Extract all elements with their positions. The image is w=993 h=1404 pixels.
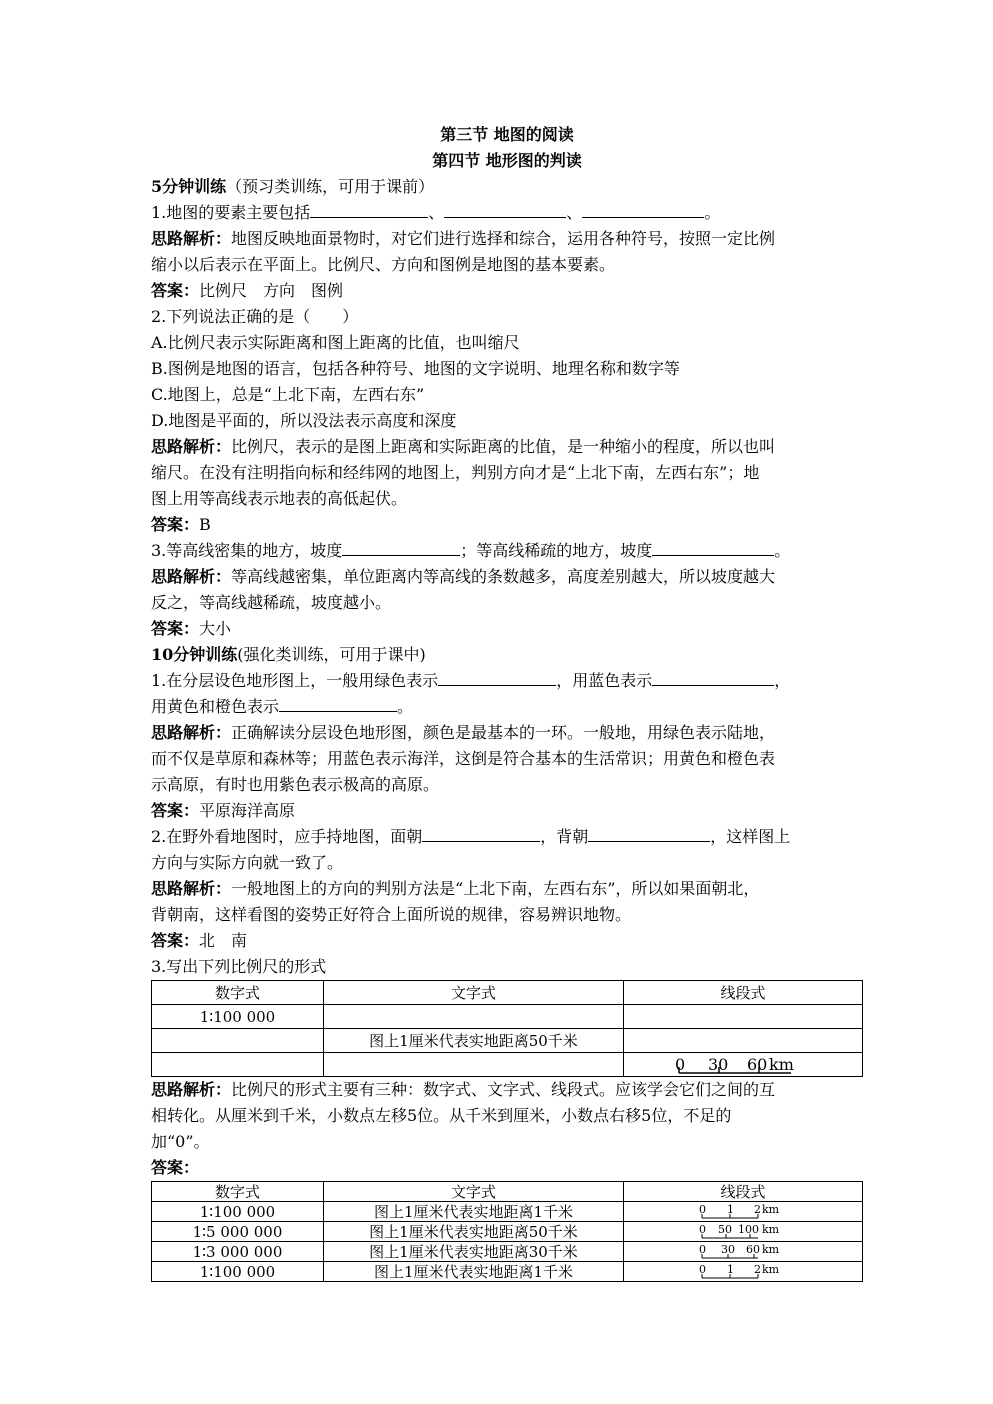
table-row — [152, 1005, 863, 1029]
analysis-cont: 示高原，有时也用紫色表示极高的高原。 — [151, 775, 440, 794]
header-cell: 线段式 — [624, 981, 863, 1005]
analysis: 思路解析：比例尺的形式主要有三种：数字式、文字式、线段式。应该学会它们之间的互 — [151, 1080, 776, 1099]
header-cell: 文字式 — [324, 1182, 624, 1202]
table-row — [152, 1262, 863, 1282]
answer: 答案：平原海洋高原 — [151, 801, 296, 820]
answer: 答案：北 南 — [151, 931, 248, 950]
question-4: 1.在分层设色地形图上，一般用绿色表示 ，用蓝色表示 ， — [151, 668, 863, 694]
scale-answer-table — [151, 1181, 863, 1282]
table-cell[interactable] — [152, 1053, 324, 1077]
scale-label: km — [762, 1243, 780, 1256]
scale-question-table — [151, 980, 863, 1077]
scale-label: 2 — [754, 1263, 761, 1276]
analysis-cont: 加“0”。 — [151, 1132, 210, 1151]
analysis-cont: 背朝南，这样看图的姿势正好符合上面所说的规律，容易辨识地物。 — [151, 905, 632, 924]
table-cell: 1∶5 000 000 — [152, 1222, 324, 1242]
answer-blank[interactable] — [438, 668, 556, 686]
question-5-cont: 方向与实际方向就一致了。 — [151, 853, 344, 872]
scale-label: km — [762, 1203, 780, 1216]
table-row — [152, 1222, 863, 1242]
header-cell: 数字式 — [152, 981, 324, 1005]
header-cell: 线段式 — [624, 1182, 863, 1202]
table-cell — [624, 1202, 863, 1222]
answer-blank[interactable] — [422, 824, 540, 842]
scale-label: 100 — [738, 1223, 759, 1236]
scale-bar-icon — [698, 1203, 788, 1221]
scale-label: 0 — [699, 1263, 706, 1276]
option-b: B.图例是地图的语言，包括各种符号、地图的文字说明、地理名称和数字等 — [151, 359, 680, 378]
answer-label: 答案： — [151, 1158, 200, 1177]
training-header-10min: 10分钟训练(强化类训练，可用于课中) — [151, 645, 426, 664]
document-content — [151, 122, 863, 1282]
section-title-2: 第四节 地形图的判读 — [432, 151, 582, 170]
table-cell[interactable] — [624, 1005, 863, 1029]
analysis: 思路解析：比例尺，表示的是图上距离和实际距离的比值，是一种缩小的程度，所以也叫 — [151, 437, 776, 456]
table-cell[interactable] — [152, 1029, 324, 1053]
table-cell: 图上1厘米代表实地距离50千米 — [324, 1029, 624, 1053]
table-cell[interactable] — [624, 1029, 863, 1053]
analysis-cont: 图上用等高线表示地表的高低起伏。 — [151, 489, 408, 508]
scale-label: 0 — [699, 1223, 706, 1236]
option-c: C.地图上，总是“上北下南，左西右东” — [151, 385, 425, 404]
scale-label: 2 — [754, 1203, 761, 1216]
table-cell: 1∶100 000 — [152, 1262, 324, 1282]
analysis: 思路解析：等高线越密集，单位距离内等高线的条数越多，高度差别越大，所以坡度越大 — [151, 567, 776, 586]
question-4-cont: 用黄色和橙色表示 。 — [151, 694, 863, 720]
table-cell: 图上1厘米代表实地距离30千米 — [324, 1242, 624, 1262]
table-row — [152, 1202, 863, 1222]
scale-label: km — [769, 1055, 794, 1074]
table-cell[interactable] — [324, 1005, 624, 1029]
analysis-cont: 而不仅是草原和森林等；用蓝色表示海洋，这倒是符合基本的生活常识；用黄色和橙色表 — [151, 749, 776, 768]
answer: 答案：大小 — [151, 619, 232, 638]
answer-blank[interactable] — [582, 200, 704, 218]
table-cell — [624, 1053, 863, 1077]
table-row — [152, 1053, 863, 1077]
table-cell — [624, 1262, 863, 1282]
question-2: 2.下列说法正确的是（ ） — [151, 307, 359, 326]
analysis-cont: 反之，等高线越稀疏，坡度越小。 — [151, 593, 392, 612]
table-header-row — [152, 1182, 863, 1202]
analysis: 思路解析：正确解读分层设色地形图，颜色是最基本的一环。一般地，用绿色表示陆地， — [151, 723, 776, 742]
question-1: 1.地图的要素主要包括 、 、 。 — [151, 200, 863, 226]
scale-label: km — [762, 1223, 780, 1236]
answer-blank[interactable] — [652, 538, 774, 556]
analysis-cont: 缩小以后表示在平面上。比例尺、方向和图例是地图的基本要素。 — [151, 255, 616, 274]
answer-blank[interactable] — [279, 694, 397, 712]
question-6: 3.写出下列比例尺的形式 — [151, 957, 327, 976]
table-row — [152, 1242, 863, 1262]
section-title-1: 第三节 地图的阅读 — [440, 125, 574, 144]
scale-bar-icon — [698, 1263, 788, 1281]
table-cell: 图上1厘米代表实地距离50千米 — [324, 1222, 624, 1242]
scale-label: 50 — [718, 1223, 732, 1236]
analysis: 思路解析：地图反映地面景物时，对它们进行选择和综合，运用各种符号，按照一定比例 — [151, 229, 776, 248]
scale-label: 60 — [746, 1243, 760, 1256]
scale-bar-icon — [698, 1243, 788, 1261]
scale-bar-icon — [698, 1223, 788, 1241]
answer-blank[interactable] — [342, 538, 460, 556]
table-cell: 1∶100 000 — [152, 1202, 324, 1222]
scale-label: 0 — [699, 1243, 706, 1256]
table-cell — [624, 1242, 863, 1262]
scale-label: 0 — [675, 1055, 686, 1074]
option-a: A.比例尺表示实际距离和图上距离的比值，也叫缩尺 — [151, 333, 520, 352]
scale-label: 30 — [721, 1243, 735, 1256]
table-header-row — [152, 981, 863, 1005]
scale-label: 0 — [699, 1203, 706, 1216]
table-cell: 1∶3 000 000 — [152, 1242, 324, 1262]
analysis-cont: 缩尺。在没有注明指向标和经纬网的地图上，判别方向才是“上北下南，左西右东”；地 — [151, 463, 760, 482]
header-cell: 文字式 — [324, 981, 624, 1005]
table-cell: 图上1厘米代表实地距离1千米 — [324, 1202, 624, 1222]
scale-label: 1 — [727, 1203, 734, 1216]
analysis-cont: 相转化。从厘米到千米，小数点左移5位。从千米到厘米，小数点右移5位，不足的 — [151, 1106, 732, 1125]
answer-blank[interactable] — [444, 200, 566, 218]
scale-label: km — [762, 1263, 780, 1276]
scale-label: 1 — [727, 1263, 734, 1276]
scale-label: 60 — [747, 1055, 768, 1074]
training-header-5min: 5分钟训练（预习类训练，可用于课前） — [151, 177, 435, 196]
header-cell: 数字式 — [152, 1182, 324, 1202]
table-cell: 1∶100 000 — [152, 1005, 324, 1029]
question-5: 2.在野外看地图时，应手持地图，面朝 ，背朝 ，这样图上 — [151, 824, 863, 850]
answer-blank[interactable] — [310, 200, 428, 218]
answer-blank[interactable] — [588, 824, 710, 842]
question-3: 3.等高线密集的地方，坡度 ；等高线稀疏的地方，坡度 。 — [151, 538, 863, 564]
table-cell[interactable] — [324, 1053, 624, 1077]
answer: 答案：B — [151, 515, 211, 534]
option-d: D.地图是平面的，所以没法表示高度和深度 — [151, 411, 457, 430]
analysis: 思路解析：一般地图上的方向的判别方法是“上北下南，左西右东”，所以如果面朝北， — [151, 879, 760, 898]
answer: 答案：比例尺 方向 图例 — [151, 281, 344, 300]
scale-bar-icon — [673, 1054, 813, 1076]
scale-label: 30 — [708, 1055, 729, 1074]
answer-blank[interactable] — [652, 668, 774, 686]
table-row — [152, 1029, 863, 1053]
table-cell: 图上1厘米代表实地距离1千米 — [324, 1262, 624, 1282]
table-cell — [624, 1222, 863, 1242]
